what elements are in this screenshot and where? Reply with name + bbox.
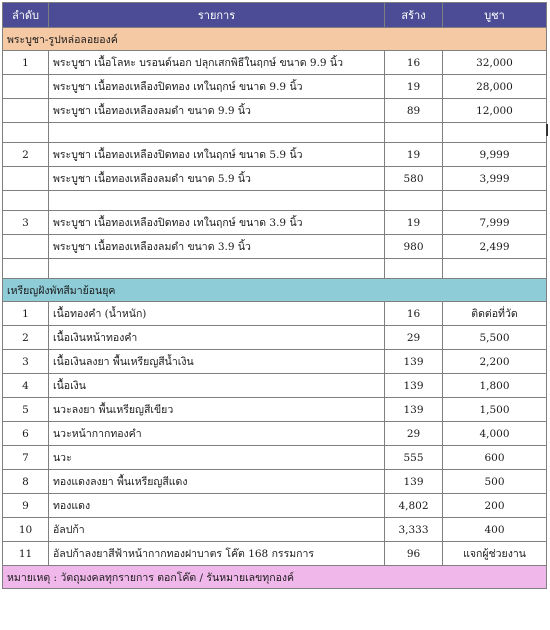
cell-price: 2,499 xyxy=(443,235,547,259)
cell-made: 980 xyxy=(385,235,443,259)
cell-made: 19 xyxy=(385,75,443,99)
cell-made: 555 xyxy=(385,446,443,470)
cell-no: 1 xyxy=(3,51,49,75)
cell-price: 12,000 xyxy=(443,99,547,123)
cell-price: 400 xyxy=(443,518,547,542)
section2-title: เหรียญฝังพัทสีมาย้อนยุค xyxy=(3,279,547,302)
cell-no: 5 xyxy=(3,398,49,422)
section1-title: พระบูชา-รูปหล่อลอยองค์ xyxy=(3,28,547,51)
table-row xyxy=(3,75,547,99)
cell-no: 6 xyxy=(3,422,49,446)
table-row xyxy=(3,235,547,259)
table-row xyxy=(3,446,547,470)
cell-price: 1,500 xyxy=(443,398,547,422)
header-no: ลำดับ xyxy=(3,3,49,28)
cell-item: พระบูชา เนื้อทองเหลืองปิดทอง เทในฤกษ์ ขนาด 9.9 นิ้ว xyxy=(49,75,385,99)
cell-made: 3,333 xyxy=(385,518,443,542)
footer-note: หมายเหตุ : วัตถุมงคลทุกรายการ ตอกโค๊ต / รันหมายเลขทุกองค์ xyxy=(3,566,547,589)
table-row xyxy=(3,302,547,326)
cell-no: 2 xyxy=(3,143,49,167)
table-row xyxy=(3,542,547,566)
table-row xyxy=(3,398,547,422)
cell-made: 29 xyxy=(385,326,443,350)
table-row xyxy=(3,326,547,350)
blank-row xyxy=(3,259,547,279)
cell-item: เนื้อเงินลงยา พื้นเหรียญสีน้ำเงิน xyxy=(49,350,385,374)
cell-item: พระบูชา เนื้อทองเหลืองปิดทอง เทในฤกษ์ ขนาด 5.9 นิ้ว xyxy=(49,143,385,167)
cell-price: 500 xyxy=(443,470,547,494)
table-row xyxy=(3,99,547,123)
blank-row xyxy=(3,123,547,143)
cell-made: 4,802 xyxy=(385,494,443,518)
cell-no: 11 xyxy=(3,542,49,566)
cell-no: 2 xyxy=(3,326,49,350)
cell-no: 3 xyxy=(3,350,49,374)
cell-price: 4,000 xyxy=(443,422,547,446)
footer-note-row xyxy=(3,566,547,589)
cell-price: ติดต่อที่วัด xyxy=(443,302,547,326)
cell-price: แจกผู้ช่วยงาน xyxy=(443,542,547,566)
cell-item: อัลปก้าลงยาสีฟ้าหน้ากากทองฝาบาตร โค๊ต 168 กรรมการ xyxy=(49,542,385,566)
table-row xyxy=(3,143,547,167)
cell-item: เนื้อทองคำ (น้ำหนัก) xyxy=(49,302,385,326)
header-made: สร้าง xyxy=(385,3,443,28)
cell-no: 10 xyxy=(3,518,49,542)
cell-no xyxy=(3,75,49,99)
cell-item: นวะลงยา พื้นเหรียญสีเขียว xyxy=(49,398,385,422)
cell-price: 3,999 xyxy=(443,167,547,191)
cell-price: 200 xyxy=(443,494,547,518)
cell-made: 139 xyxy=(385,398,443,422)
cell-made: 96 xyxy=(385,542,443,566)
cell-no: 1 xyxy=(3,302,49,326)
table-header-row xyxy=(3,3,547,28)
cell-made: 29 xyxy=(385,422,443,446)
table-row xyxy=(3,51,547,75)
cell-item: นวะ xyxy=(49,446,385,470)
cell-item: นวะหน้ากากทองคำ xyxy=(49,422,385,446)
cell-item: พระบูชา เนื้อทองเหลืองลมดำ ขนาด 9.9 นิ้ว xyxy=(49,99,385,123)
cell-made: 139 xyxy=(385,350,443,374)
cell-item: ทองแดง xyxy=(49,494,385,518)
table-row xyxy=(3,374,547,398)
cell-no: 4 xyxy=(3,374,49,398)
table-row xyxy=(3,518,547,542)
cell-price: 2,200 xyxy=(443,350,547,374)
table-row xyxy=(3,350,547,374)
table-row xyxy=(3,167,547,191)
cell-made: 16 xyxy=(385,51,443,75)
cell-no: 3 xyxy=(3,211,49,235)
section-heading-row xyxy=(3,279,547,302)
cell-price: 600 xyxy=(443,446,547,470)
cell-no xyxy=(3,99,49,123)
amulet-price-table xyxy=(2,2,547,589)
cell-made: 580 xyxy=(385,167,443,191)
cell-no: 8 xyxy=(3,470,49,494)
cell-item: เนื้อเงิน xyxy=(49,374,385,398)
cell-price: 9,999 xyxy=(443,143,547,167)
cell-price: 32,000 xyxy=(443,51,547,75)
cell-price: 1,800 xyxy=(443,374,547,398)
blank-row xyxy=(3,191,547,211)
cell-item: เนื้อเงินหน้าทองคำ xyxy=(49,326,385,350)
section-heading-row xyxy=(3,28,547,51)
cell-made: 139 xyxy=(385,470,443,494)
cell-no xyxy=(3,235,49,259)
cell-price: 7,999 xyxy=(443,211,547,235)
cell-made: 19 xyxy=(385,143,443,167)
header-price: บูชา xyxy=(443,3,547,28)
cell-item: อัลปก้า xyxy=(49,518,385,542)
cell-no: 7 xyxy=(3,446,49,470)
cell-item: พระบูชา เนื้อโลหะ บรอนด์นอก ปลุกเสกพิธีในฤกษ์ ขนาด 9.9 นิ้ว xyxy=(49,51,385,75)
table-row xyxy=(3,494,547,518)
header-item: รายการ xyxy=(49,3,385,28)
table-row xyxy=(3,422,547,446)
edge-marker xyxy=(546,124,548,136)
cell-price: 5,500 xyxy=(443,326,547,350)
cell-made: 89 xyxy=(385,99,443,123)
table-row xyxy=(3,470,547,494)
cell-made: 19 xyxy=(385,211,443,235)
cell-no: 9 xyxy=(3,494,49,518)
cell-item: พระบูชา เนื้อทองเหลืองปิดทอง เทในฤกษ์ ขนาด 3.9 นิ้ว xyxy=(49,211,385,235)
cell-made: 139 xyxy=(385,374,443,398)
cell-price: 28,000 xyxy=(443,75,547,99)
cell-item: พระบูชา เนื้อทองเหลืองลมดำ ขนาด 3.9 นิ้ว xyxy=(49,235,385,259)
cell-item: พระบูชา เนื้อทองเหลืองลมดำ ขนาด 5.9 นิ้ว xyxy=(49,167,385,191)
cell-no xyxy=(3,167,49,191)
cell-item: ทองแดงลงยา พื้นเหรียญสีแดง xyxy=(49,470,385,494)
cell-made: 16 xyxy=(385,302,443,326)
table-row xyxy=(3,211,547,235)
